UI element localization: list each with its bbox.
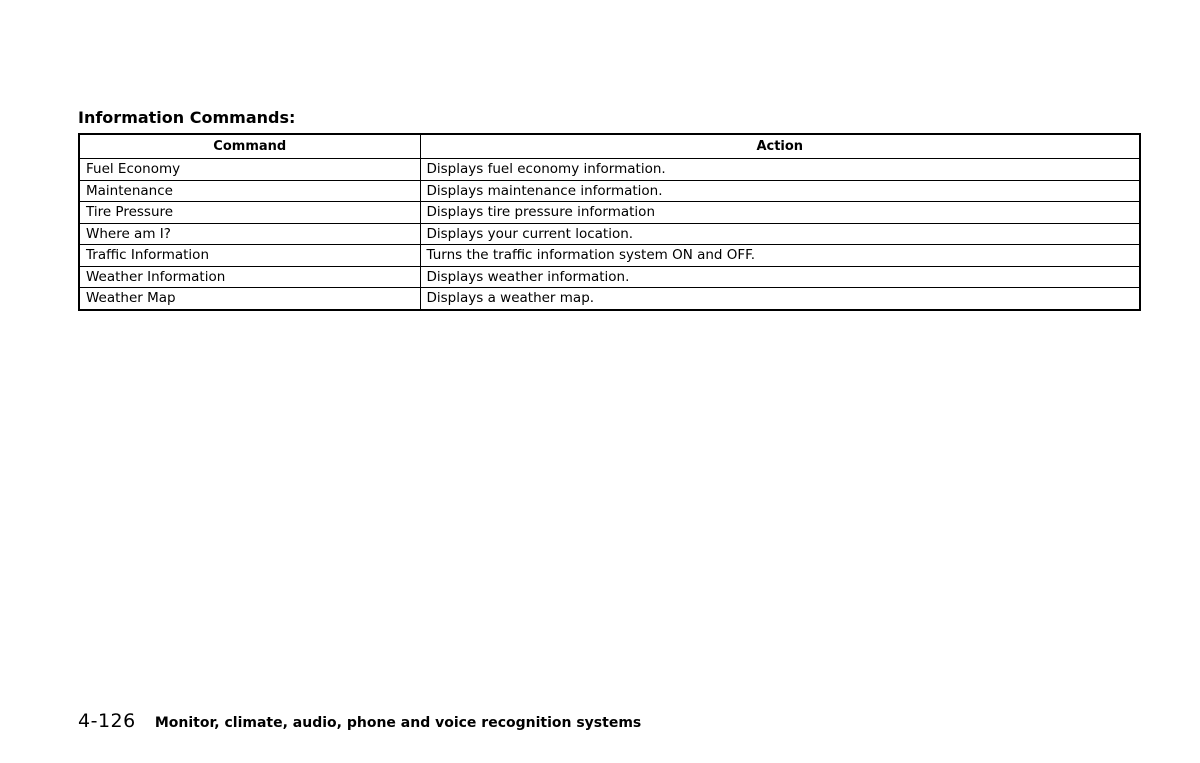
action-cell: Displays maintenance information. — [420, 180, 1140, 202]
information-commands-table — [78, 133, 1141, 311]
section-title: Information Commands: — [78, 108, 296, 127]
table-row — [79, 245, 1140, 267]
action-cell: Displays a weather map. — [420, 288, 1140, 310]
action-cell: Displays weather information. — [420, 266, 1140, 288]
command-cell: Tire Pressure — [79, 202, 420, 224]
command-cell: Fuel Economy — [79, 159, 420, 181]
action-cell: Turns the traffic information system ON and OFF. — [420, 245, 1140, 267]
table-row — [79, 288, 1140, 310]
table-header-row — [79, 134, 1140, 159]
page-footer — [78, 709, 641, 735]
column-header-action: Action — [420, 134, 1140, 159]
table-row — [79, 202, 1140, 224]
action-cell: Displays fuel economy information. — [420, 159, 1140, 181]
command-cell: Weather Information — [79, 266, 420, 288]
table-row — [79, 159, 1140, 181]
command-cell: Traffic Information — [79, 245, 420, 267]
action-cell: Displays your current location. — [420, 223, 1140, 245]
chapter-title: Monitor, climate, audio, phone and voice recognition systems — [154, 715, 642, 731]
column-header-command: Command — [79, 134, 420, 159]
page-number: 4-126 — [78, 710, 136, 732]
action-cell: Displays tire pressure information — [420, 202, 1140, 224]
command-cell: Weather Map — [79, 288, 420, 310]
command-cell: Where am I? — [79, 223, 420, 245]
table-row — [79, 266, 1140, 288]
table-row — [79, 223, 1140, 245]
command-cell: Maintenance — [79, 180, 420, 202]
table-row — [79, 180, 1140, 202]
